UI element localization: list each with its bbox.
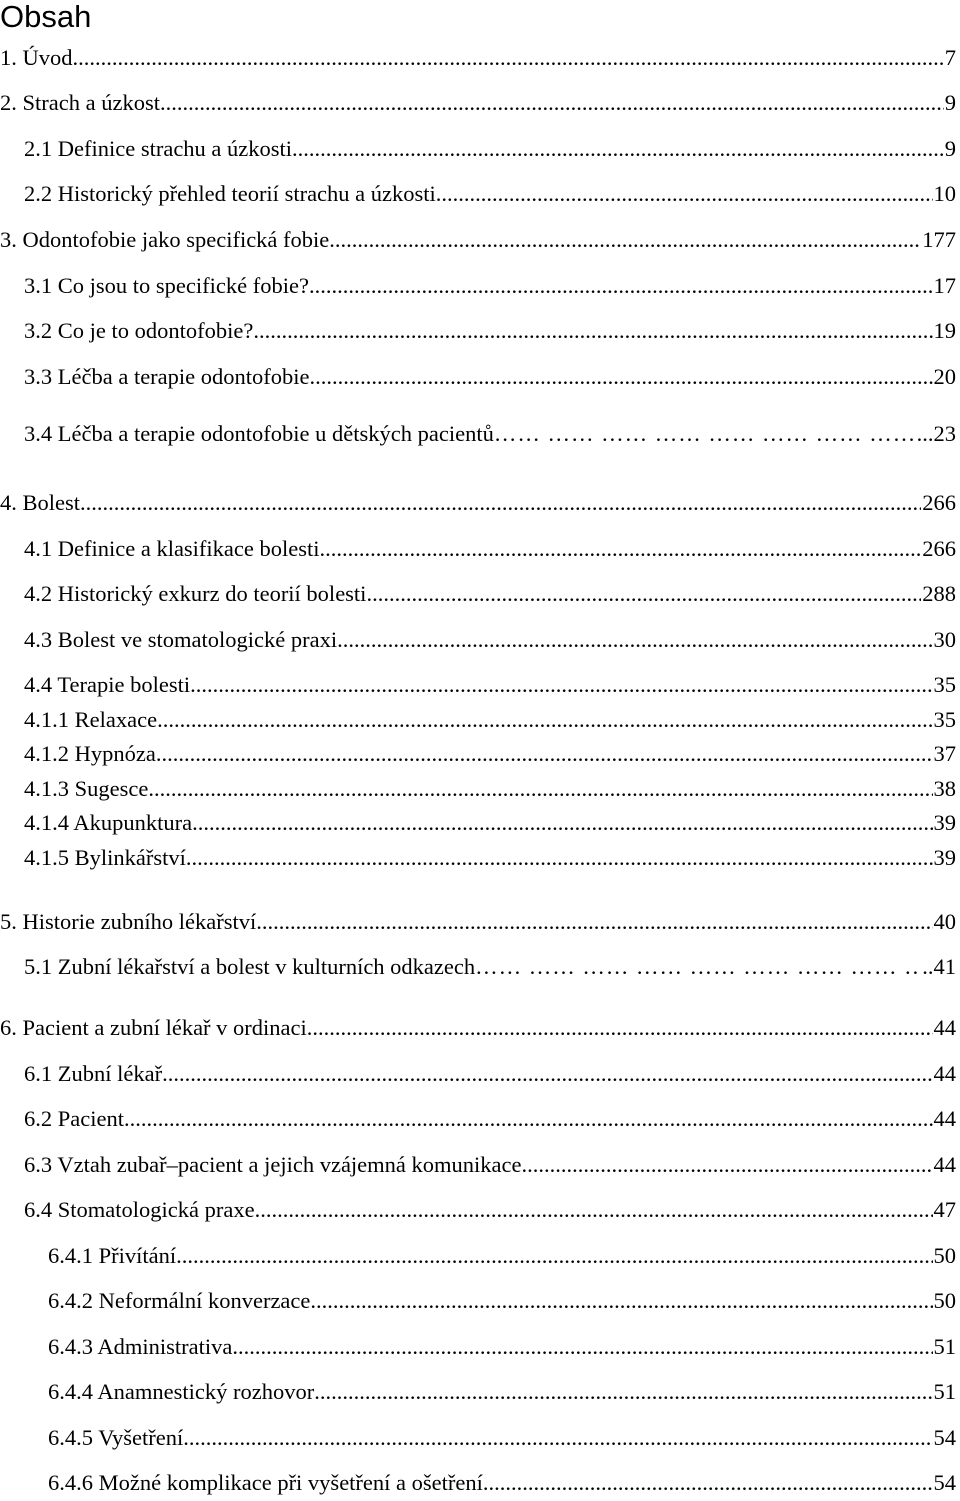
toc-entry[interactable] <box>24 626 956 654</box>
toc-dot-leader <box>320 535 922 563</box>
toc-dot-leader <box>80 489 921 517</box>
page-title: Obsah <box>0 0 92 34</box>
toc-entry[interactable] <box>0 908 956 936</box>
toc-entry-page: 38 <box>933 776 956 801</box>
toc-entry[interactable] <box>24 671 956 699</box>
toc-entry-page: 30 <box>933 627 956 652</box>
toc-entry-label: 4. Bolest <box>0 490 81 515</box>
toc-dot-leader <box>309 272 933 300</box>
toc-dot-leader <box>522 1151 933 1179</box>
toc-dot-leader <box>190 671 932 699</box>
toc-dot-leader <box>366 580 921 608</box>
toc-entry-label: 3.1 Co jsou to specifické fobie? <box>24 273 309 298</box>
toc-dot-leader <box>176 1242 932 1270</box>
toc-entry[interactable] <box>24 1060 956 1088</box>
toc-dot-leader <box>310 363 933 391</box>
toc-entry[interactable] <box>24 317 956 345</box>
toc-entry[interactable] <box>0 89 956 117</box>
toc-entry-label: 6. Pacient a zubní lékař v ordinaci <box>0 1015 307 1040</box>
toc-entry-label: 6.1 Zubní lékař <box>24 1061 163 1086</box>
toc-entry-label: 6.4.4 Anamnestický rozhovor <box>48 1379 315 1404</box>
toc-dot-leader <box>148 775 932 803</box>
toc-entry[interactable] <box>24 272 956 300</box>
toc-dot-leader <box>192 809 932 837</box>
toc-entry-page: 35 <box>933 672 956 697</box>
toc-entry[interactable] <box>48 1287 956 1315</box>
toc-entry[interactable] <box>0 44 956 72</box>
toc-entry[interactable] <box>24 953 956 981</box>
toc-dot-leader <box>156 740 933 768</box>
toc-entry-label: 4.4 Terapie bolesti <box>24 672 191 697</box>
toc-entry-label: 2.1 Definice strachu a úzkosti <box>24 136 293 161</box>
toc-entry-label: 3.3 Léčba a terapie odontofobie <box>24 364 310 389</box>
toc-entry[interactable] <box>24 775 956 803</box>
toc-entry[interactable] <box>24 706 956 734</box>
toc-dot-leader <box>475 953 921 981</box>
toc-entry-label: 4.1.1 Relaxace <box>24 707 158 732</box>
toc-entry-page: 20 <box>933 364 956 389</box>
toc-entry-page: 40 <box>933 909 956 934</box>
toc-entry-page: 9 <box>944 90 956 115</box>
toc-entry[interactable] <box>0 226 956 254</box>
toc-entry[interactable] <box>48 1333 956 1361</box>
toc-dot-leader <box>157 706 932 734</box>
toc-dot-leader <box>292 135 944 163</box>
toc-entry-label: 1. Úvod <box>0 45 73 70</box>
toc-entry-label: 6.4 Stomatologická praxe <box>24 1197 255 1222</box>
toc-entry-page: 288 <box>922 581 956 606</box>
toc-dot-leader <box>73 44 944 72</box>
toc-entry-page: 37 <box>933 741 956 766</box>
toc-entry-label: 4.3 Bolest ve stomatologické praxi <box>24 627 338 652</box>
toc-entry[interactable] <box>48 1424 956 1452</box>
toc-dot-leader <box>337 626 932 654</box>
toc-entry[interactable] <box>0 1014 956 1042</box>
toc-entry-page: 17 <box>933 273 956 298</box>
toc-entry-label: 6.4.2 Neformální konverzace <box>48 1288 311 1313</box>
toc-entry-page: 44 <box>933 1152 956 1177</box>
toc-entry-label: 4.2 Historický exkurz do teorií bolesti <box>24 581 367 606</box>
toc-entry-page: ...23 <box>916 421 956 446</box>
toc-entry[interactable] <box>48 1242 956 1270</box>
toc-dot-leader <box>494 420 916 448</box>
toc-dot-leader <box>183 1424 932 1452</box>
toc-entry-page: 50 <box>933 1243 956 1268</box>
toc-entry[interactable] <box>24 1105 956 1133</box>
toc-entry[interactable] <box>24 420 956 448</box>
toc-entry-page: 44 <box>933 1106 956 1131</box>
toc-entry-label: 4.1.4 Akupunktura <box>24 810 193 835</box>
toc-entry-page: 54 <box>933 1425 956 1450</box>
toc-entry-page: 10 <box>933 181 956 206</box>
toc-dot-leader <box>441 180 932 208</box>
toc-entry-page: 7 <box>944 45 956 70</box>
toc-entry[interactable] <box>24 580 956 608</box>
toc-dot-leader <box>483 1469 933 1497</box>
toc-entry-label: 4.1.2 Hypnóza <box>24 741 156 766</box>
toc-entry[interactable] <box>24 809 956 837</box>
toc-dot-leader <box>162 1060 932 1088</box>
toc-entry-page: ..41 <box>922 954 956 979</box>
toc-entry-page: 177 <box>922 227 956 252</box>
toc-entry[interactable] <box>24 844 956 872</box>
toc-entry-label: 2. Strach a úzkost <box>0 90 160 115</box>
toc-dot-leader <box>160 89 944 117</box>
toc-entry-label: 2.2 Historický přehled teorií strachu a úzkosti. <box>24 181 442 206</box>
toc-entry[interactable] <box>24 535 956 563</box>
toc-entry-label: 3.4 Léčba a terapie odontofobie u dětských pacientů <box>24 421 494 446</box>
toc-entry-page: 19 <box>933 318 956 343</box>
toc-entry-label: 6.4.1 Přivítání <box>48 1243 177 1268</box>
toc-entry-label: 6.4.6 Možné komplikace při vyšetření a ošetření <box>48 1470 483 1495</box>
toc-entry-page: 50 <box>933 1288 956 1313</box>
toc-entry-page: 39 <box>933 810 956 835</box>
toc-dot-leader <box>329 226 921 254</box>
toc-entry[interactable] <box>0 489 956 517</box>
toc-dot-leader <box>255 1196 933 1224</box>
toc-entry[interactable] <box>24 180 956 208</box>
toc-entry-page: 44 <box>933 1015 956 1040</box>
toc-dot-leader <box>124 1105 933 1133</box>
toc-dot-leader <box>256 908 932 936</box>
toc-entry-page: 54 <box>933 1470 956 1495</box>
toc-entry-page: 35 <box>933 707 956 732</box>
toc-entry-page: 266 <box>922 536 956 561</box>
toc-entry-page: 47 <box>933 1197 956 1222</box>
toc-entry-label: 6.2 Pacient <box>24 1106 124 1131</box>
toc-entry-page: 51 <box>933 1379 956 1404</box>
toc-dot-leader <box>310 1287 932 1315</box>
toc-entry[interactable] <box>24 363 956 391</box>
toc-entry-label: 6.3 Vztah zubař–pacient a jejich vzájemná komunikace <box>24 1152 522 1177</box>
toc-dot-leader <box>186 844 933 872</box>
toc-entry-page: 51 <box>933 1334 956 1359</box>
toc-entry[interactable] <box>48 1378 956 1406</box>
toc-entry-label: 3. Odontofobie jako specifická fobie <box>0 227 330 252</box>
toc-entry-label: 4.1 Definice a klasifikace bolesti <box>24 536 320 561</box>
toc-dot-leader <box>307 1014 933 1042</box>
toc-entry[interactable] <box>24 740 956 768</box>
toc-entry-label: 4.1.3 Sugesce <box>24 776 149 801</box>
toc-entry-label: 4.1.5 Bylinkářství <box>24 845 186 870</box>
toc-entry[interactable] <box>48 1469 956 1497</box>
toc-entry-label: 6.4.3 Administrativa <box>48 1334 233 1359</box>
toc-entry-label: 5.1 Zubní lékařství a bolest v kulturních odkazech <box>24 954 476 979</box>
toc-entry[interactable] <box>24 1196 956 1224</box>
toc-entry-label: 6.4.5 Vyšetření <box>48 1425 184 1450</box>
toc-dot-leader <box>253 317 932 345</box>
toc-entry-page: 9 <box>944 136 956 161</box>
toc-entry-page: 39 <box>933 845 956 870</box>
toc-entry-page: 44 <box>933 1061 956 1086</box>
toc-dot-leader <box>314 1378 932 1406</box>
toc-entry-label: 3.2 Co je to odontofobie? <box>24 318 254 343</box>
toc-entry[interactable] <box>24 1151 956 1179</box>
toc-entry-page: 266 <box>922 490 956 515</box>
toc-entry-label: 5. Historie zubního lékařství <box>0 909 257 934</box>
toc-dot-leader <box>232 1333 932 1361</box>
toc-entry[interactable] <box>24 135 956 163</box>
